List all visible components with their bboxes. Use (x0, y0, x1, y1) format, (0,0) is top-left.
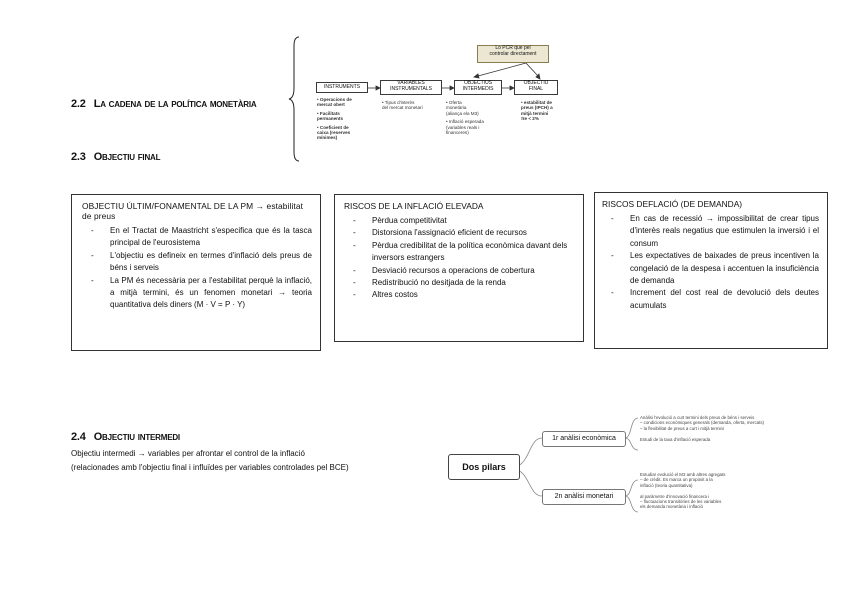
box-heading: RISCOS DEFLACIÓ (DE DEMANDA) (602, 199, 743, 209)
note: – fluctuacions transitòries de les variables (640, 499, 722, 505)
note: Estudiar evolució el M3 amb altres agregats (640, 472, 726, 477)
top-control-box: Lo PCR que pel controlar directament (477, 45, 549, 63)
list-item: - Desviació recursos a operacions de cobertura (344, 265, 575, 277)
section-number: 2.3 (71, 151, 86, 163)
riscos-inflacio-box (334, 194, 584, 342)
section-2-3-heading (71, 151, 160, 163)
bullet-list (344, 215, 575, 302)
section-number: 2.4 (71, 431, 86, 443)
variables-instrumentals-box: VARIABLES INSTRUMENTALS (380, 80, 442, 95)
section-2-2-heading (71, 98, 256, 110)
list-item: - En el Tractat de Maastricht s'especifica que és la tasca principal de l'eurosistema (82, 225, 312, 250)
list-item: - Pèrdua competitivitat (344, 215, 575, 227)
note: inflació (teoria quantitativa) (640, 482, 693, 488)
branch1-notes (640, 415, 790, 442)
variables-notes (382, 100, 446, 111)
mindmap-center-node: Dos pilars (448, 454, 520, 480)
box-heading: RISCOS DE LA INFLACIÓ ELEVADA (344, 201, 484, 211)
section-title: Objectiu intermedi (93, 431, 180, 443)
list-item: - Altres costos (344, 289, 575, 301)
list-item: - L'objectiu es defineix en termes d'inflació dels preus de béns i serveis (82, 250, 312, 275)
list-item: - En cas de recessió → impossibilitat de crear tipus d'interès reals negatius que estimulen la inversió i el consum (602, 213, 819, 250)
note: Estudi de la taxa d'inflació esperada (640, 436, 711, 442)
text-line: (relacionades amb l'objectiu final i influïdes per variables controlades pel BCE) (71, 463, 349, 472)
objectiu-final-box: OBJECTIU FINAL (514, 80, 558, 95)
note: al paràmetre d'innovació financera i (640, 493, 710, 499)
objectiu-intermedi-text (71, 447, 349, 475)
list-item: - La PM és necessària per a l'estabilitat perquè la inflació, a mitjà termini, és un fenomen monetari → teoria quantitativa dels diners (M · V = P · Y) (82, 275, 312, 312)
note: • Facilitats permanents (317, 110, 344, 122)
list-item: - Pèrdua credibilitat de la política econòmica davant dels inversors estrangers (344, 240, 575, 265)
final-notes (521, 100, 571, 122)
text-line: Objectiu intermedi → variables per afrontar el control de la inflació (71, 449, 305, 458)
note: els demanda monetària i inflació (640, 504, 703, 510)
list-item: - Increment del cost real de devolució dels deutes acumulats (602, 287, 819, 312)
riscos-deflacio-box (594, 192, 828, 349)
bullet-list (82, 225, 312, 312)
objectiu-final-box-text (71, 194, 321, 351)
mindmap-branch-monetari: 2n anàlisi monetari (542, 489, 626, 505)
note: • estabilitat de preus (IPCH) a mitjà termini πe < 2% (521, 100, 553, 122)
list-item: - Redistribució no desitjada de la renda (344, 277, 575, 289)
section-number: 2.2 (71, 98, 86, 110)
section-title: La cadena de la política monetària (93, 98, 257, 110)
note: • Coeficient de caixa (reserves mínimes) (317, 124, 351, 141)
list-item: - Distorsiona l'assignació eficient de recursos (344, 227, 575, 239)
objectius-intermedis-box: OBJECTIUS INTERMEDIS (454, 80, 502, 95)
instruments-box: INSTRUMENTS (316, 82, 368, 93)
note: Anàlisi l'evolució a curt termini dels preus de béns i serveis (640, 415, 755, 420)
mindmap-branch-economica: 1r anàlisi econòmica (542, 431, 626, 447)
section-2-4-heading (71, 431, 180, 443)
section-title: Objectiu final (93, 151, 161, 163)
note: • Tipus d'interès del mercat monetari (382, 100, 423, 111)
note: – la flexibilitat de preus a curt i mitjà termini (640, 425, 724, 431)
list-item: - Les expectatives de baixades de preus incentiven la congelació de la despesa i accentuen la insuficiència de demanda (602, 250, 819, 287)
note: • Inflació esperada (variables reals i financeres) (446, 119, 484, 136)
bullet-list (602, 213, 819, 312)
note: – condicions econòmiques generals (demanda, oferta, mercats) (640, 420, 764, 426)
branch2-notes (640, 472, 790, 510)
instruments-notes (317, 97, 369, 141)
intermedis-notes (446, 100, 510, 135)
note: • Oferta monetària (aliança ela M3) (446, 100, 479, 116)
note: – de crèdit. Es marca un propòsit a la (640, 477, 713, 483)
note: • Operacions de mercat obert (317, 97, 352, 108)
box-heading: OBJECTIU ÚLTIM/FONAMENTAL DE LA PM → estabilitat de preus (82, 201, 304, 221)
